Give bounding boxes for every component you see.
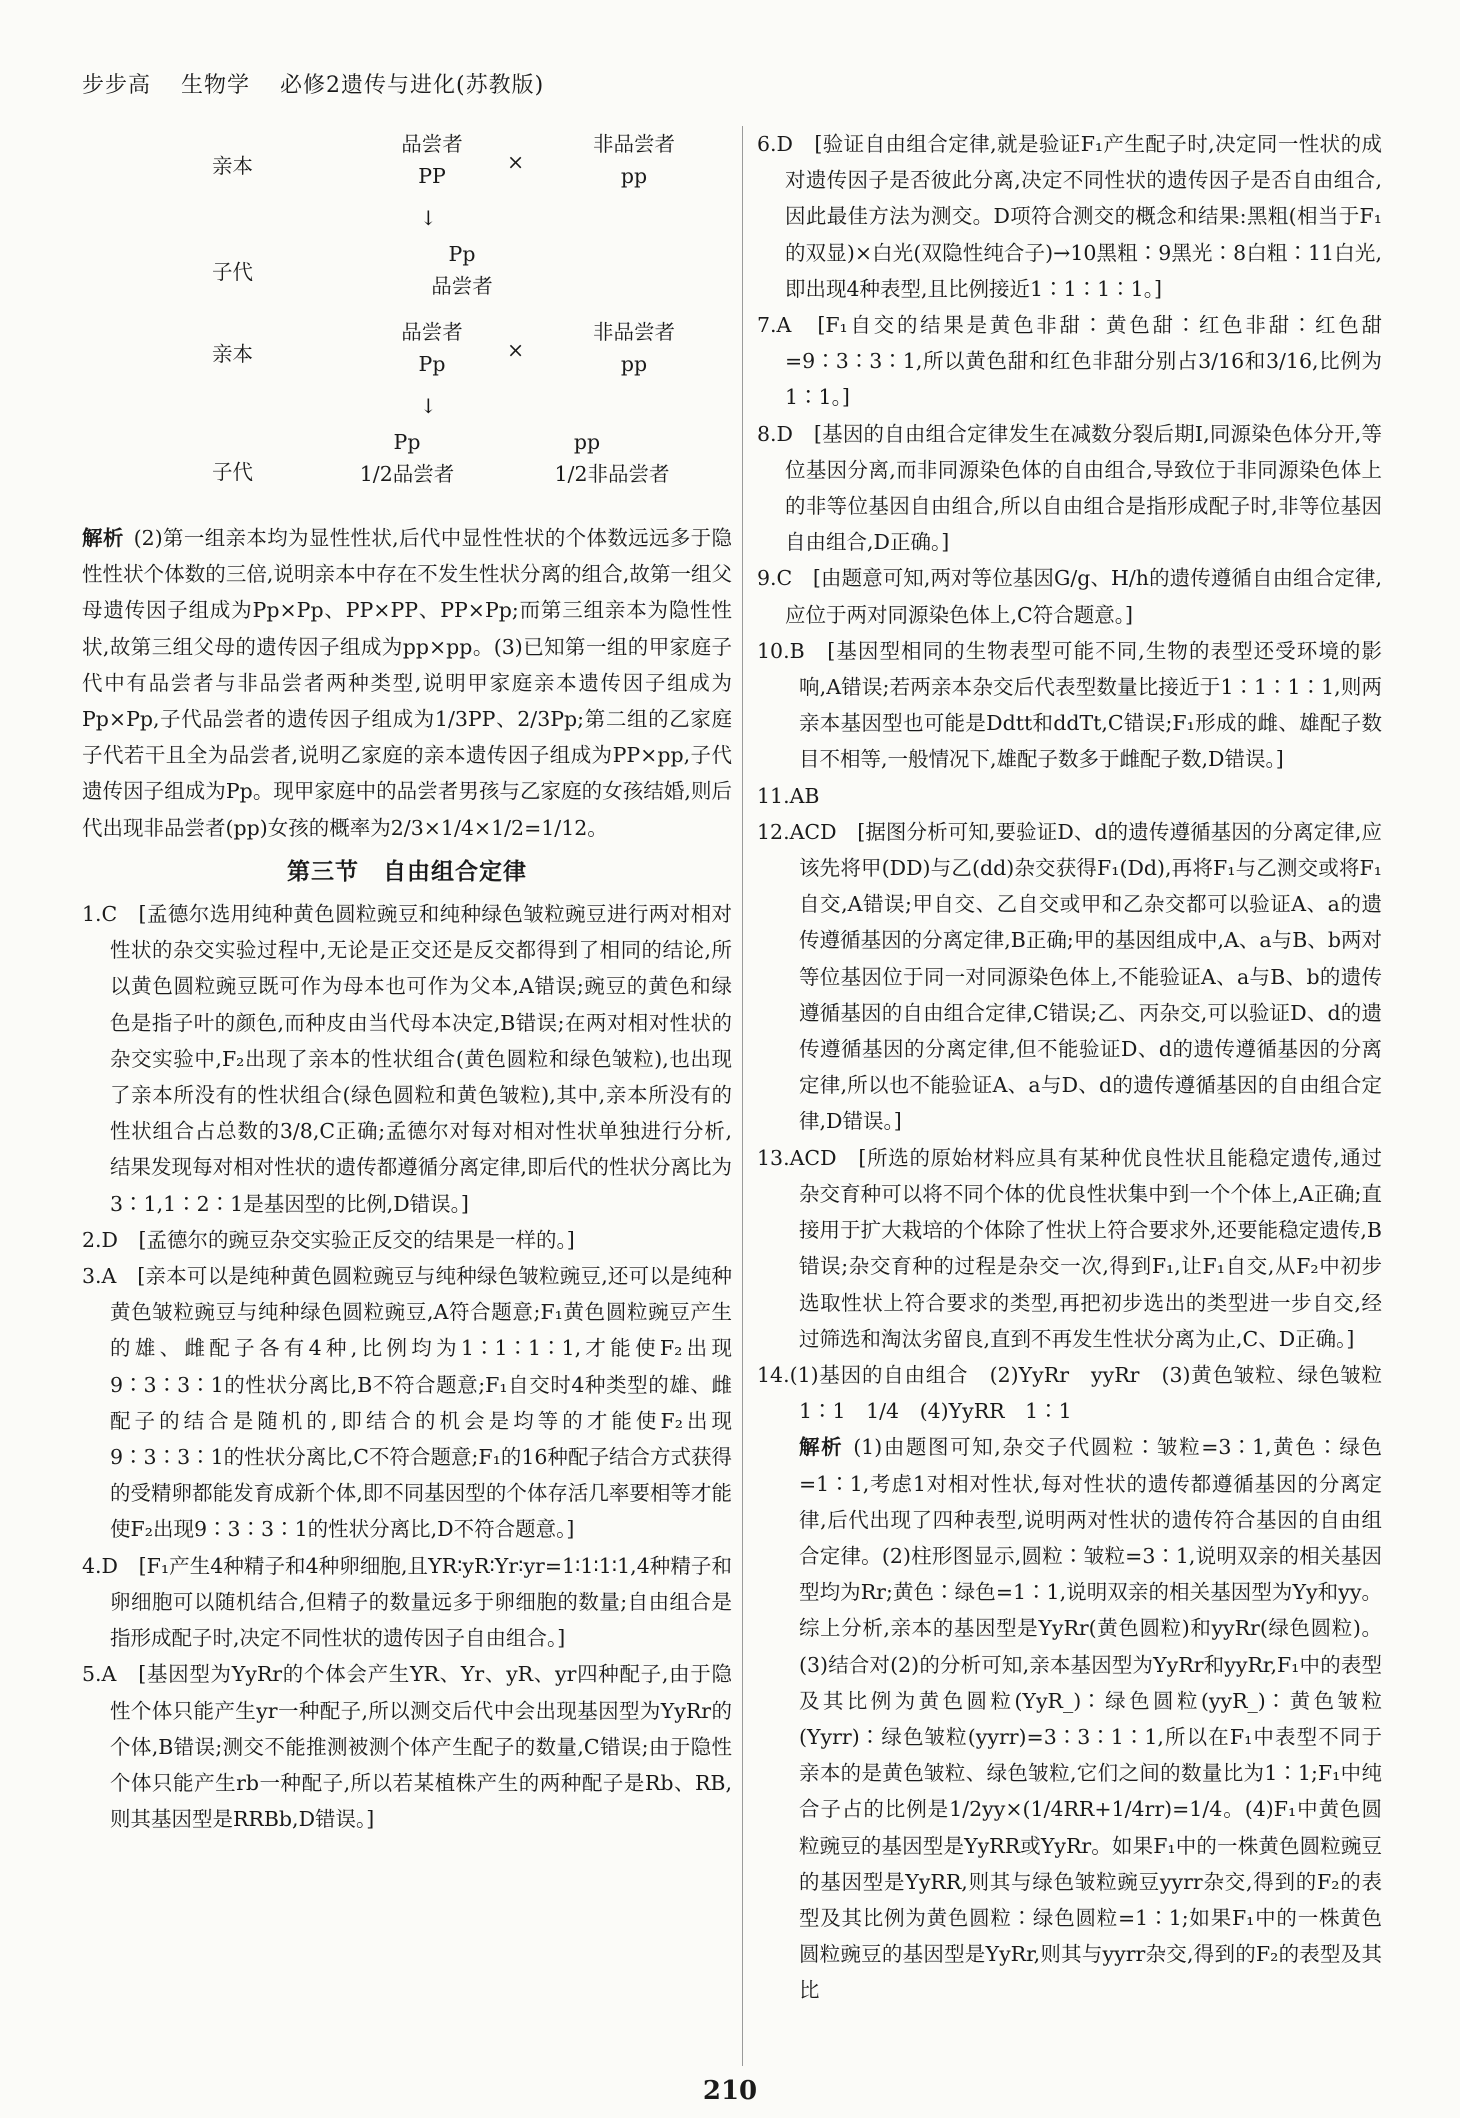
answer-item: 3.A [亲本可以是纯种黄色圆粒豌豆与纯种绿色皱粒豌豆,还可以是纯种黄色皱粒豌豆与纯种绿色圆粒豌豆,A符合题意;F₁黄色圆粒豌豆产生的雄、雌配子各有4种,比例均为1∶1∶1∶1,才能使F₂出现9∶3∶3∶1的性状分离比,B不符合题意;F₁自交时4种类型的雄、雌配子的结合是随机的,即结合的机会是均等的才能使F₂出现9∶3∶3∶1的性状分离比,C不符合题意;F₁的16种配子结合方式获得的受精卵都能发育成新个体,即不同基因型的个体存活几率要相等才能使F₂出现9∶3∶3∶1的性状分离比,D不符合题意。] bbox=[82, 1264, 732, 1542]
parent-b-phenotype: 非品尝者 bbox=[593, 132, 675, 156]
offspring-genotype: pp bbox=[573, 430, 601, 454]
answer-item: 2.D [孟德尔的豌豆杂交实验正反交的结果是一样的。] bbox=[82, 1227, 575, 1252]
generation-label: 子代 bbox=[212, 260, 253, 284]
answer-item: 12.ACD [据图分析可知,要验证D、d的遗传遵循基因的分离定律,应该先将甲(DD)与乙(dd)杂交获得F₁(Dd),再将F₁与乙测交或将F₁自交,A错误;甲自交、乙自交或甲和乙杂交都可以验证A、a的遗传遵循基因的分离定律,B正确;甲的基因组成中,A、a与B、b两对等位基因位于同一对同源染色体上,不能验证A、a与B、b的遗传遵循基因的自由组合定律,C错误;乙、丙杂交,可以验证D、d的遗传遵循基因的分离定律,但不能验证D、d的遗传遵循基因的分离定律,所以也不能验证A、a与D、d的遗传遵循基因的自由组合定律,D错误。] bbox=[757, 819, 1382, 1134]
parent-a-phenotype: 品尝者 bbox=[401, 320, 463, 344]
offspring-2 bbox=[82, 424, 732, 520]
arrow-down-icon: ↓ bbox=[420, 394, 437, 418]
parent-b-phenotype: 非品尝者 bbox=[593, 320, 675, 344]
answer-item: 14.(1)基因的自由组合 (2)YyRr yyRr (3)黄色皱粒、绿色皱粒 1∶1 1/4 (4)YyRR 1∶1 bbox=[757, 1362, 1403, 1424]
answer-item: 6.D [验证自由组合定律,就是验证F₁产生配子时,决定同一性状的成对遗传因子是否彼此分离,决定不同性状的遗传因子是否自由组合,因此最佳方法为测交。D项符合测交的概念和结果:黑粗(相当于F₁的双显)×白光(双隐性纯合子)→10黑粗∶9黑光∶8白粗∶11白光,即出现4种表型,且比例接近1∶1∶1∶1。] bbox=[757, 132, 1382, 301]
generation-label: 亲本 bbox=[212, 154, 253, 178]
parent-a-phenotype: 品尝者 bbox=[401, 132, 463, 156]
analysis-paragraph: 解析 (2)第一组亲本均为显性性状,后代中显性性状的个体数远远多于隐性性状个体数的三倍,说明亲本中存在不发生性状分离的组合,故第一组父母遗传因子组成为Pp×Pp、PP×PP、PP×Pp;而第三组亲本为隐性性状,故第三组父母的遗传因子组成为pp×pp。(3)已知第一组的甲家庭子代中有品尝者与非品尝者两种类型,说明甲家庭亲本遗传因子组成为Pp×Pp,子代品尝者的遗传因子组成为1/3PP、2/3Pp;第二组的乙家庭子代若干且全为品尝者,说明乙家庭的亲本遗传因子组成为PP×pp,子代遗传因子组成为Pp。现甲家庭中的品尝者男孩与乙家庭的女孩结婚,则后代出现非品尝者(pp)女孩的概率为2/3×1/4×1/2=1/12。 bbox=[82, 526, 732, 840]
answer-item: 11.AB bbox=[757, 783, 820, 808]
answer-item: 10.B [基因型相同的生物表型可能不同,生物的表型还受环境的影响,A错误;若两亲本杂交后代表型数量比接近于1∶1∶1∶1,则两亲本基因型也可能是Ddtt和ddTt,C错误;F₁形成的雌、雄配子数目不相等,一般情况下,雄配子数多于雌配子数,D错误。] bbox=[757, 638, 1382, 772]
page-header bbox=[82, 68, 566, 99]
answer-item: 5.A [基因型为YyRr的个体会产生YR、Yr、yR、yr四种配子,由于隐性个体只能产生yr一种配子,所以测交后代中会出现基因型为YyRr的个体,B错误;测交不能推测被测个体产生配子的数量,C错误;由于隐性个体只能产生rb一种配子,所以若某植株产生的两种配子是Rb、RB,则其基因型是RRBb,D错误。] bbox=[82, 1662, 732, 1832]
parent-a-genotype: PP bbox=[418, 164, 446, 188]
book-name: 必修2遗传与进化(苏教版) bbox=[280, 73, 545, 98]
offspring-genotype: Pp bbox=[448, 242, 476, 266]
cross-diagram-2 bbox=[82, 314, 732, 396]
left-column bbox=[82, 126, 732, 1837]
analysis-label: 解析 bbox=[82, 526, 124, 550]
right-column bbox=[757, 126, 1403, 2009]
offspring-phenotype: 1/2品尝者 bbox=[359, 462, 455, 486]
subject-name: 生物学 bbox=[181, 73, 251, 98]
answer-item: 9.C [由题意可知,两对等位基因G/g、H/h的遗传遵循自由组合定律,应位于两对同源染色体上,C符合题意。] bbox=[757, 566, 1382, 627]
arrow-down-icon: ↓ bbox=[420, 206, 437, 230]
answer-item: 1.C [孟德尔选用纯种黄色圆粒豌豆和纯种绿色皱粒豌豆进行两对相对性状的杂交实验过程中,无论是正交还是反交都得到了相同的结论,所以黄色圆粒豌豆既可作为母本也可作为父本,A错误;豌豆的黄色和绿色是指子叶的颜色,而种皮由当代母本决定,B错误;在两对相对性状的杂交实验中,F₂出现了亲本的性状组合(黄色圆粒和绿色皱粒),也出现了亲本所没有的性状组合(绿色圆粒和黄色皱粒),其中,亲本所没有的性状组合占总数的3/8,C正确;孟德尔对每对相对性状单独进行分析,结果发现每对相对性状的遗传都遵循分离定律,即后代的性状分离比为3∶1,1∶2∶1是基因型的比例,D错误。] bbox=[82, 902, 732, 1216]
answer-item: 4.D [F₁产生4种精子和4种卵细胞,且YR∶yR∶Yr∶yr=1∶1∶1∶1,4种精子和卵细胞可以随机结合,但精子的数量远多于卵细胞的数量;自由组合是指形成配子时,决定不同性状的遗传因子自由组合。] bbox=[82, 1553, 732, 1651]
answer-item: 13.ACD [所选的原始材料应具有某种优良性状且能稳定遗传,通过杂交育种可以将不同个体的优良性状集中到一个个体上,A正确;直接用于扩大栽培的个体除了性状上符合要求外,还要能稳定遗传,B错误;杂交育种的过程是杂交一次,得到F₁,让F₁自交,从F₂中初步选取性状上符合要求的类型,再把初步选出的类型进一步自交,经过筛选和淘汰劣留良,直到不再发生性状分离为止,C、D正确。] bbox=[757, 1145, 1382, 1351]
answer-item: 8.D [基因的自由组合定律发生在减数分裂后期Ⅰ,同源染色体分开,等位基因分离,而非同源染色体的自由组合,导致位于非同源染色体上的非等位基因自由组合,所以自由组合是指形成配子时,非等位基因自由组合,D正确。] bbox=[757, 421, 1382, 555]
section-title: 第三节 自由组合定律 bbox=[287, 858, 527, 885]
parent-b-genotype: pp bbox=[620, 164, 648, 188]
offspring-phenotype: 品尝者 bbox=[431, 274, 493, 298]
cross-symbol: × bbox=[507, 150, 525, 174]
cross-diagram-1 bbox=[82, 126, 732, 208]
answer-item: 7.A [F₁自交的结果是黄色非甜∶黄色甜∶红色非甜∶红色甜=9∶3∶3∶1,所以黄色甜和红色非甜分别占3/16和3/16,比例为1∶1。] bbox=[757, 313, 1382, 410]
generation-label: 亲本 bbox=[212, 342, 253, 366]
offspring-1 bbox=[82, 236, 732, 314]
column-divider bbox=[742, 126, 743, 2066]
series-name: 步步高 bbox=[82, 73, 152, 98]
parent-a-genotype: Pp bbox=[418, 352, 446, 376]
offspring-genotype: Pp bbox=[393, 430, 421, 454]
generation-label: 子代 bbox=[212, 460, 253, 484]
analysis-paragraph: 解析 (1)由题图可知,杂交子代圆粒∶皱粒=3∶1,黄色∶绿色=1∶1,考虑1对相对性状,每对性状的遗传都遵循基因的分离定律,后代出现了四种表型,说明两对性状的遗传符合基因的自由组合定律。(2)柱形图显示,圆粒∶皱粒=3∶1,说明双亲的相关基因型均为Rr;黄色∶绿色=1∶1,说明双亲的相关基因型为Yy和yy。综上分析,亲本的基因型是YyRr(黄色圆粒)和yyRr(绿色圆粒)。(3)结合对(2)的分析可知,亲本基因型为YyRr和yyRr,F₁中的表型及其比例为黄色圆粒(YyR_)∶绿色圆粒(yyR_)∶黄色皱粒(Yyrr)∶绿色皱粒(yyrr)=3∶3∶1∶1,所以在F₁中表型不同于亲本的是黄色皱粒、绿色皱粒,它们之间的数量比为1∶1;F₁中纯合子占的比例是1/2yy×(1/4RR+1/4rr)=1/4。(4)F₁中黄色圆粒豌豆的基因型是YyRR或YyRr。如果F₁中的一株黄色圆粒豌豆的基因型是YyRR,则其与绿色皱粒豌豆yyrr杂交,得到的F₂的表型及其比例为黄色圆粒∶绿色圆粒=1∶1;如果F₁中的一株黄色圆粒豌豆的基因型是YyRr,则其与yyrr杂交,得到的F₂的表型及其比 bbox=[799, 1435, 1382, 2003]
page-number: 210 bbox=[702, 2076, 758, 2106]
analysis-label: 解析 bbox=[799, 1435, 844, 1460]
offspring-phenotype: 1/2非品尝者 bbox=[554, 462, 670, 486]
cross-symbol: × bbox=[507, 338, 525, 362]
parent-b-genotype: pp bbox=[620, 352, 648, 376]
